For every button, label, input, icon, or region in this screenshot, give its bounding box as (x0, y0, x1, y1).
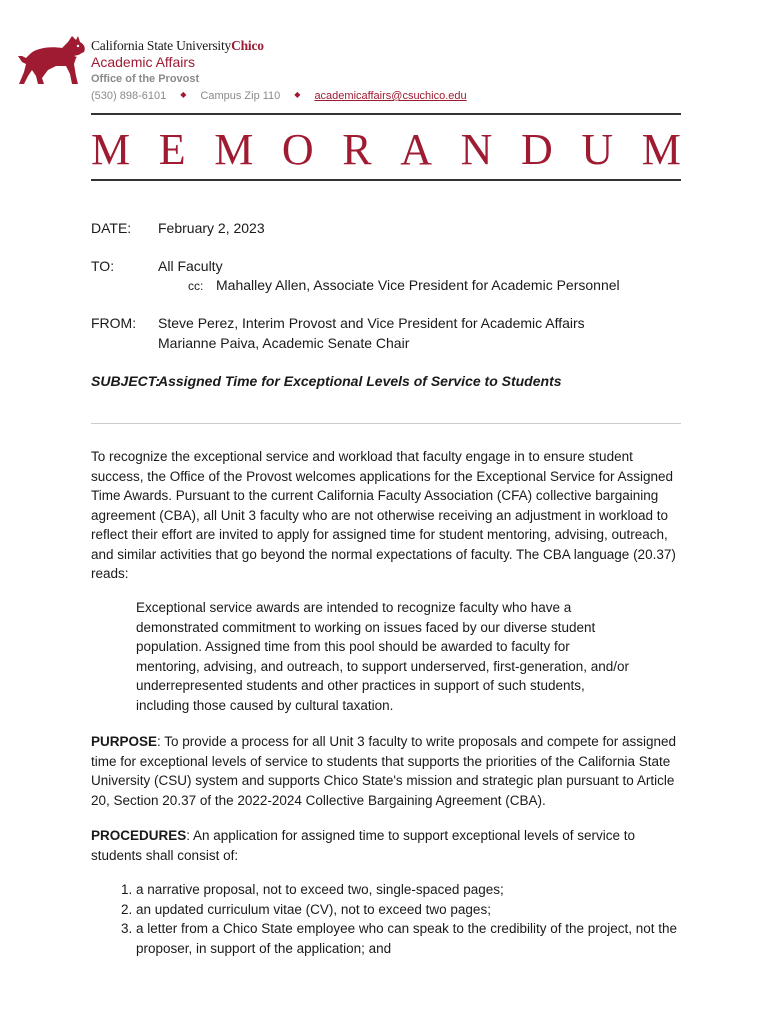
email-link[interactable]: academicaffairs@csuchico.edu (314, 90, 467, 102)
title-letter: R (342, 125, 372, 174)
purpose-label: PURPOSE (91, 734, 158, 749)
from-label: FROM: (91, 315, 137, 331)
from-line-2: Marianne Paiva, Academic Senate Chair (158, 335, 410, 351)
subject-value: Assigned Time for Exceptional Levels of Service to Students (158, 373, 562, 389)
list-item: 1. a narrative proposal, not to exceed two, single-spaced pages; (136, 880, 726, 900)
list-item: 3. a letter from a Chico State employee who can speak to the credibility of the project, not the proposer, in support of the application; and (136, 919, 726, 958)
contact-line (91, 90, 467, 102)
purpose-text: : To provide a process for all Unit 3 faculty to write proposals and compete for assigned time for exceptional levels of service to students that supports the priorities of the California State University (CSU) system and supports Chico State's mission and strategic plan pursuant to Article 20, Section 20.37 of the 2022-2024 Collective Bargaining Agreement (CBA). (91, 734, 677, 808)
department-name: Academic Affairs (91, 54, 196, 70)
university-name: California State UniversityChico (91, 38, 264, 53)
intro-paragraph: To recognize the exceptional service and workload that faculty engage in to ensure student success, the Office of the Provost welcomes applications for the Exceptional Service for Assigned Time Awards. Pursuant to the current California Faculty Association (CFA) collective bargaining agreement (CBA), all Unit 3 faculty who are not otherwise receiving an adjustment in workload to reflect their effort are invited to apply for assigned time for student mentoring, advising, outreach, and similar activities that go beyond the normal expectations of faculty. The CBA language (20.37) reads: (91, 449, 676, 581)
date-value: February 2, 2023 (158, 220, 265, 236)
banner-bottom-rule (91, 179, 681, 181)
procedures-label: PROCEDURES (91, 828, 187, 843)
procedures-text: : An application for assigned time to support exceptional levels of service to students shall consist of: (91, 828, 636, 863)
wildcat-logo-icon (16, 34, 88, 86)
procedure-list (91, 880, 726, 958)
title-letter: A (400, 125, 433, 174)
to-label: TO: (91, 258, 115, 274)
title-letter: N (460, 125, 493, 174)
office-name: Office of the Provost (91, 73, 200, 85)
title-letter: E (158, 125, 186, 174)
cc-value: Mahalley Allen, Associate Vice President for Academic Personnel (216, 277, 620, 293)
procedures-paragraph (91, 826, 683, 865)
title-letter: M (214, 125, 254, 174)
from-line-1: Steve Perez, Interim Provost and Vice President for Academic Affairs (158, 315, 585, 331)
banner-top-rule (91, 113, 681, 115)
to-value: All Faculty (158, 258, 223, 274)
bullet-separator: ◆ (180, 90, 187, 99)
cba-quote: Exceptional service awards are intended to recognize faculty who have a demonstrated commitment to working on issues faced by our diverse student population. Assigned time from this pool should be awarded to faculty for mentoring, advising, and outreach, to support underserved, first-generation, and/or underrepresented students and other practices in support of such students, including those caused by cultural taxation. (136, 600, 630, 713)
title-letter: M (91, 125, 131, 174)
memorandum-title (91, 123, 681, 177)
list-item: 2. an updated curriculum vitae (CV), not to exceed two pages; (136, 900, 726, 920)
bullet-separator: ◆ (294, 90, 301, 99)
title-letter: U (581, 125, 614, 174)
title-letter: D (521, 125, 553, 174)
phone-number: (530) 898-6101 (91, 90, 167, 102)
title-letter: O (281, 125, 314, 174)
cc-label: cc: (188, 279, 204, 293)
title-letter: M (641, 125, 681, 174)
subject-label: SUBJECT: (91, 373, 160, 389)
purpose-paragraph (91, 732, 683, 810)
header-divider (91, 423, 681, 424)
date-label: DATE: (91, 220, 132, 236)
campus-zip: Campus Zip 110 (200, 90, 281, 102)
